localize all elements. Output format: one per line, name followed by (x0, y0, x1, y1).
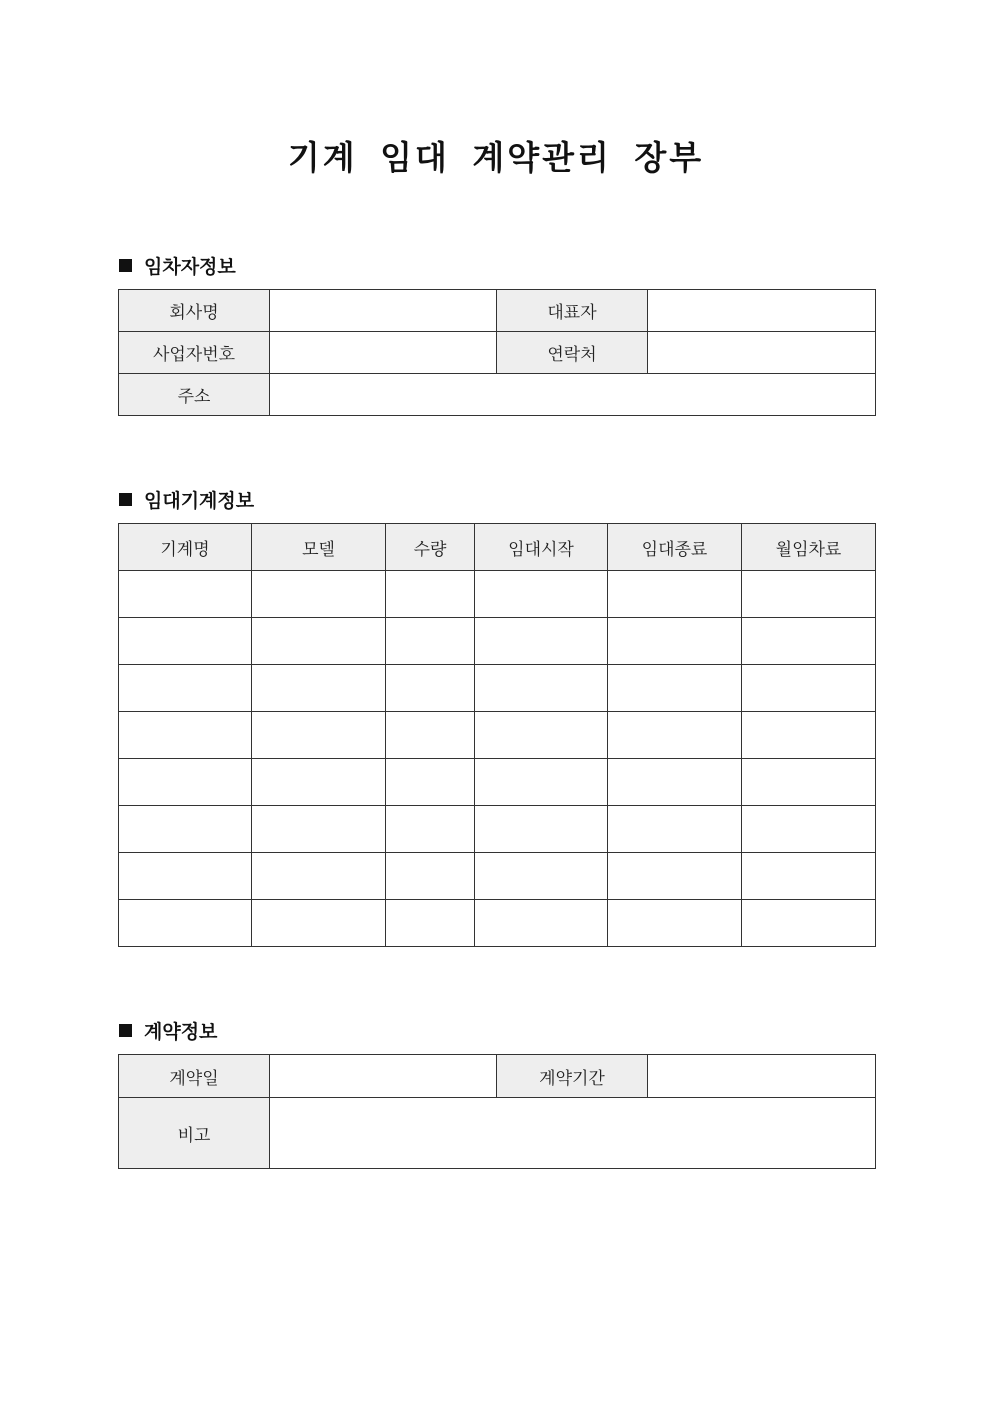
table-cell[interactable] (386, 806, 475, 853)
table-cell[interactable] (252, 571, 386, 618)
representative-field[interactable] (648, 290, 876, 332)
table-cell[interactable] (252, 618, 386, 665)
table-cell[interactable] (475, 759, 608, 806)
table-cell[interactable] (119, 618, 252, 665)
table-cell[interactable] (742, 806, 876, 853)
table-cell[interactable] (252, 712, 386, 759)
contract-date-label: 계약일 (119, 1055, 270, 1098)
table-row (119, 571, 876, 618)
table-cell[interactable] (742, 759, 876, 806)
column-header-monthly-rent: 월임차료 (742, 524, 876, 571)
table-cell[interactable] (608, 853, 742, 900)
table-cell[interactable] (742, 900, 876, 947)
table-cell[interactable] (608, 900, 742, 947)
table-cell[interactable] (608, 571, 742, 618)
table-cell[interactable] (119, 806, 252, 853)
table-cell[interactable] (742, 571, 876, 618)
table-cell[interactable] (742, 712, 876, 759)
table-cell[interactable] (386, 665, 475, 712)
contract-info-table (118, 1054, 876, 1169)
table-cell[interactable] (119, 712, 252, 759)
contact-field[interactable] (648, 332, 876, 374)
table-cell[interactable] (742, 665, 876, 712)
remarks-field[interactable] (270, 1098, 876, 1169)
business-number-label: 사업자번호 (119, 332, 270, 374)
square-bullet-icon (119, 259, 132, 272)
table-cell[interactable] (386, 618, 475, 665)
column-header-quantity: 수량 (386, 524, 475, 571)
table-cell[interactable] (252, 853, 386, 900)
column-header-rental-start: 임대시작 (475, 524, 608, 571)
table-cell[interactable] (742, 853, 876, 900)
table-cell[interactable] (475, 853, 608, 900)
table-cell[interactable] (608, 759, 742, 806)
table-cell[interactable] (386, 712, 475, 759)
table-cell[interactable] (475, 712, 608, 759)
machine-section-title: 임대기계정보 (144, 490, 255, 512)
business-number-field[interactable] (270, 332, 497, 374)
table-cell[interactable] (252, 806, 386, 853)
table-cell[interactable] (475, 806, 608, 853)
table-cell[interactable] (252, 665, 386, 712)
address-field[interactable] (270, 374, 876, 416)
table-cell[interactable] (475, 618, 608, 665)
table-cell[interactable] (475, 571, 608, 618)
table-cell[interactable] (252, 900, 386, 947)
table-row (119, 759, 876, 806)
table-row (119, 853, 876, 900)
table-cell[interactable] (252, 759, 386, 806)
table-cell[interactable] (119, 759, 252, 806)
column-header-rental-end: 임대종료 (608, 524, 742, 571)
table-cell[interactable] (608, 665, 742, 712)
table-row (119, 806, 876, 853)
table-cell[interactable] (608, 618, 742, 665)
table-cell[interactable] (608, 712, 742, 759)
address-label: 주소 (119, 374, 270, 416)
contract-date-field[interactable] (270, 1055, 497, 1098)
square-bullet-icon (119, 1024, 132, 1037)
machine-info-table (118, 523, 876, 947)
representative-label: 대표자 (497, 290, 648, 332)
table-row (119, 618, 876, 665)
table-cell[interactable] (475, 665, 608, 712)
table-cell[interactable] (119, 900, 252, 947)
contract-period-label: 계약기간 (497, 1055, 648, 1098)
remarks-label: 비고 (119, 1098, 270, 1169)
lessee-section-title: 임차자정보 (144, 256, 236, 278)
square-bullet-icon (119, 493, 132, 506)
company-name-label: 회사명 (119, 290, 270, 332)
company-name-field[interactable] (270, 290, 497, 332)
contact-label: 연락처 (497, 332, 648, 374)
machine-section-heading (119, 486, 254, 513)
machine-table-header-row (119, 524, 876, 571)
table-cell[interactable] (386, 900, 475, 947)
table-cell[interactable] (386, 853, 475, 900)
table-row (119, 665, 876, 712)
table-cell[interactable] (119, 665, 252, 712)
contract-period-field[interactable] (648, 1055, 876, 1098)
table-cell[interactable] (119, 853, 252, 900)
table-row (119, 900, 876, 947)
table-cell[interactable] (475, 900, 608, 947)
document-title: 기계 임대 계약관리 장부 (287, 138, 705, 177)
column-header-model: 모델 (252, 524, 386, 571)
table-cell[interactable] (386, 571, 475, 618)
contract-section-title: 계약정보 (144, 1021, 218, 1043)
table-cell[interactable] (119, 571, 252, 618)
lessee-info-table (118, 289, 876, 416)
table-cell[interactable] (742, 618, 876, 665)
lessee-section-heading (119, 252, 236, 279)
contract-section-heading (119, 1017, 217, 1044)
table-cell[interactable] (386, 759, 475, 806)
table-row (119, 712, 876, 759)
table-cell[interactable] (608, 806, 742, 853)
column-header-machine-name: 기계명 (119, 524, 252, 571)
